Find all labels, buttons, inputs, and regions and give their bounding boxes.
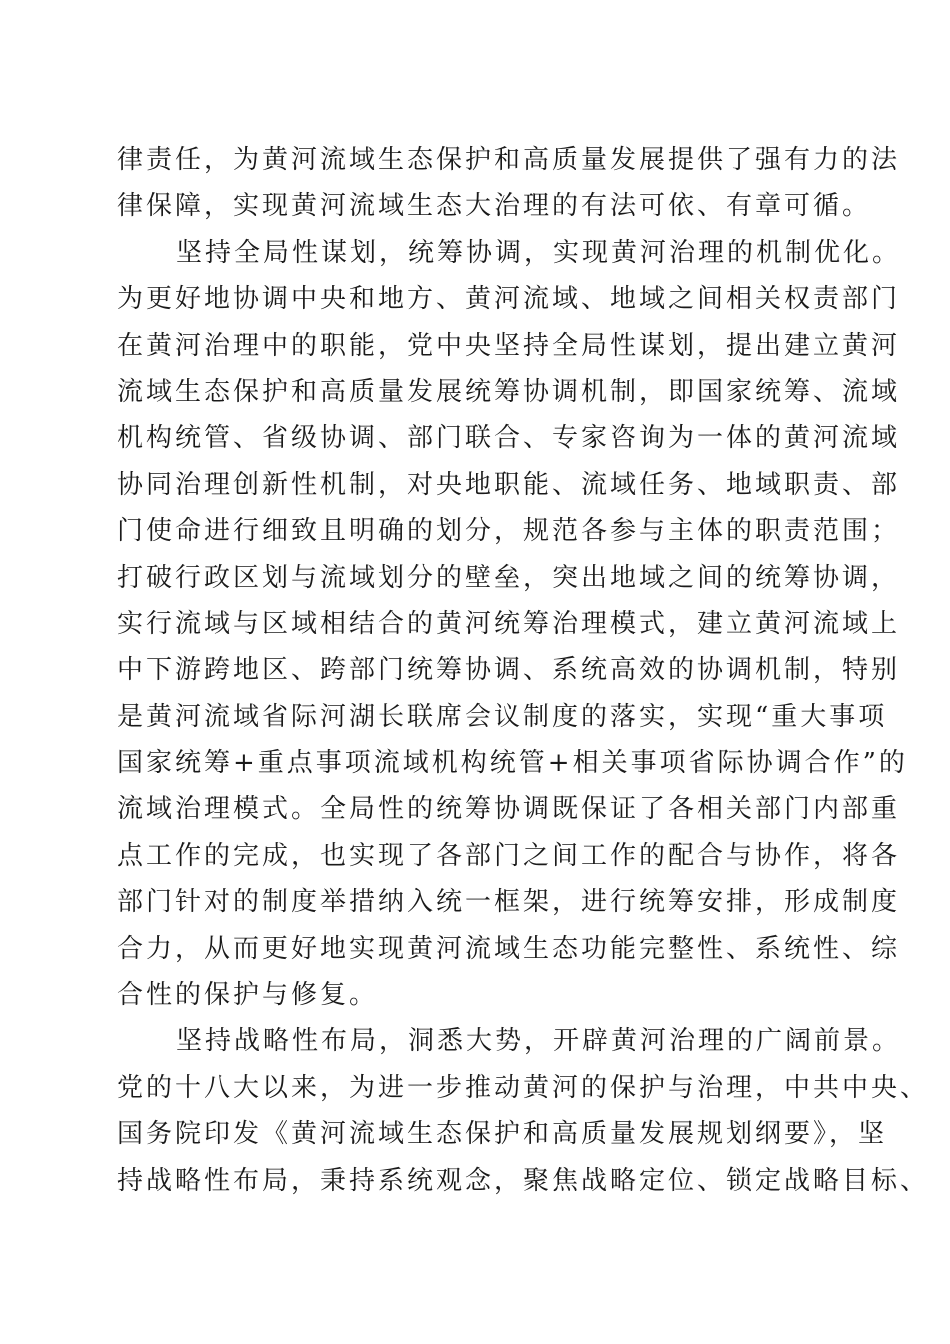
text-line: 点工作的完成，也实现了各部门之间工作的配合与协作，将各	[117, 840, 901, 871]
body-text	[117, 137, 930, 1204]
paragraph-lead-line: 坚持战略性布局，洞悉大势，开辟黄河治理的广阔前景。	[176, 1026, 902, 1057]
text-line: 党的十八大以来，为进一步推动黄河的保护与治理，中共中央、	[117, 1072, 930, 1103]
text-line: 流域生态保护和高质量发展统筹协调机制，即国家统筹、流域	[117, 376, 901, 407]
text-line: 是黄河流域省际河湖长联席会议制度的落实，实现“重大事项	[117, 701, 888, 732]
text-line: 国家统筹+重点事项流域机构统管+相关事项省际协调合作”的	[117, 748, 908, 779]
text-line: 部门针对的制度举措纳入统一框架，进行统筹安排，形成制度	[117, 887, 901, 918]
text-line: 律责任，为黄河流域生态保护和高质量发展提供了强有力的法	[117, 145, 901, 175]
text-line: 合力，从而更好地实现黄河流域生态功能完整性、系统性、综	[117, 933, 901, 964]
text-line: 门使命进行细致且明确的划分，规范各参与主体的职责范围；	[117, 516, 901, 547]
text-line: 合性的保护与修复。	[117, 980, 379, 1011]
paragraph-lead-line: 坚持全局性谋划，统筹协调，实现黄河治理的机制优化。	[176, 237, 902, 268]
text-line: 实行流域与区域相结合的黄河统筹治理模式，建立黄河流域上	[117, 608, 901, 639]
text-line: 为更好地协调中央和地方、黄河流域、地域之间相关权责部门	[117, 284, 901, 315]
text-line: 流域治理模式。全局性的统筹协调既保证了各相关部门内部重	[117, 794, 901, 825]
text-line: 持战略性布局，秉持系统观念，聚焦战略定位、锁定战略目标、	[117, 1165, 930, 1196]
text-line: 在黄河治理中的职能，党中央坚持全局性谋划，提出建立黄河	[117, 330, 901, 361]
text-line: 机构统管、省级协调、部门联合、专家咨询为一体的黄河流域	[117, 423, 901, 454]
text-line: 国务院印发《黄河流域生态保护和高质量发展规划纲要》，坚	[117, 1119, 888, 1150]
text-line: 律保障，实现黄河流域生态大治理的有法可依、有章可循。	[117, 191, 872, 222]
text-line: 协同治理创新性机制，对央地职能、流域任务、地域职责、部	[117, 469, 901, 500]
text-line: 打破行政区划与流域划分的壁垒，突出地域之间的统筹协调，	[117, 562, 901, 593]
text-line: 中下游跨地区、跨部门统筹协调、系统高效的协调机制，特别	[117, 655, 901, 686]
